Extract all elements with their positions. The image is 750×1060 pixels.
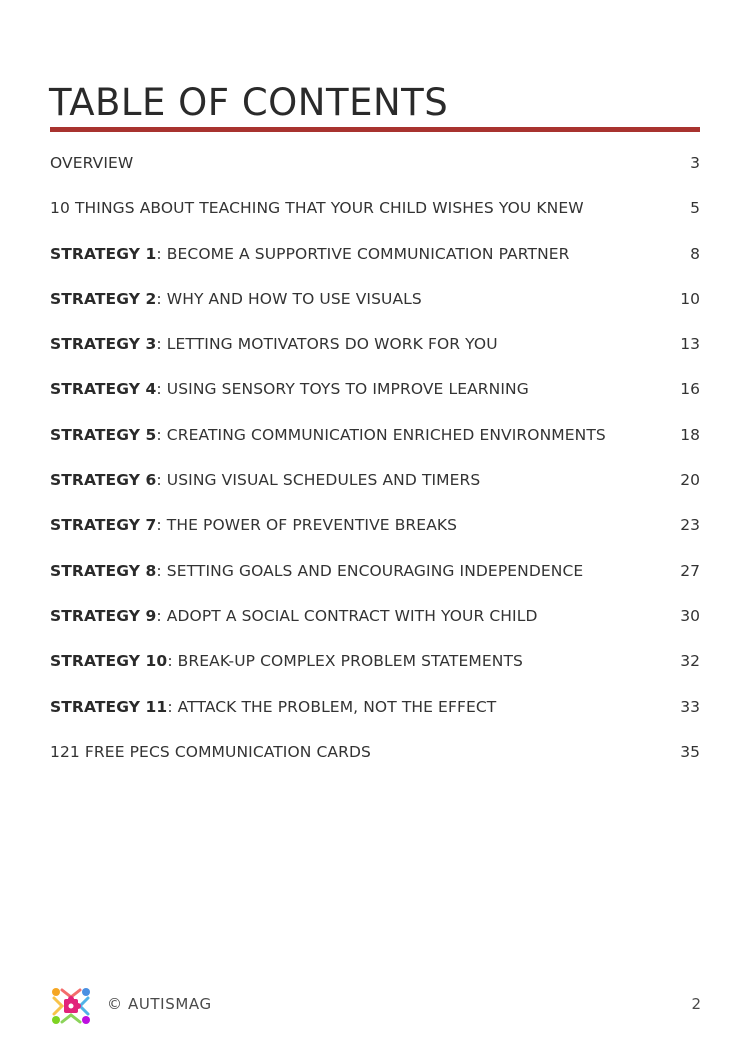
toc-entry-title: STRATEGY 3: LETTING MOTIVATORS DO WORK FOR YOU [50, 335, 498, 354]
toc-page-number: 13 [680, 335, 700, 354]
toc-row-strategy-5[interactable] [50, 422, 700, 467]
toc-row-strategy-8[interactable] [50, 558, 700, 603]
toc-row-strategy-11[interactable] [50, 694, 700, 739]
toc-row-strategy-9[interactable] [50, 603, 700, 648]
toc-page-number: 23 [680, 516, 700, 535]
toc-row-strategy-4[interactable] [50, 376, 700, 421]
toc-entry-title: STRATEGY 10: BREAK-UP COMPLEX PROBLEM STATEMENTS [50, 652, 523, 671]
toc-entry-title: STRATEGY 4: USING SENSORY TOYS TO IMPROVE LEARNING [50, 380, 529, 399]
toc-page-number: 20 [680, 471, 700, 490]
page-title: TABLE OF CONTENTS [49, 81, 449, 124]
toc-entry-title: 121 FREE PECS COMMUNICATION CARDS [50, 742, 371, 761]
toc-page-number: 35 [680, 742, 700, 761]
toc-row-strategy-7[interactable] [50, 512, 700, 557]
toc-page-number: 8 [690, 244, 700, 263]
page-number: 2 [691, 995, 701, 1013]
toc-row-overview[interactable] [50, 150, 700, 195]
title-underline [50, 127, 700, 132]
toc-entry-title: OVERVIEW [50, 154, 134, 172]
toc-entry-title: STRATEGY 6: USING VISUAL SCHEDULES AND TIMERS [50, 471, 481, 490]
toc-page-number: 33 [680, 697, 700, 716]
puzzle-people-logo-icon [50, 986, 92, 1026]
toc-row-strategy-10[interactable] [50, 648, 700, 693]
toc-page-number: 18 [680, 425, 700, 444]
toc-page-number: 16 [680, 380, 700, 399]
toc-page-number: 27 [680, 561, 700, 580]
copyright-text: © AUTISMAG [107, 995, 212, 1013]
toc-page-number: 3 [690, 154, 700, 172]
toc-page-number: 5 [690, 199, 700, 218]
toc-entry-title: STRATEGY 8: SETTING GOALS AND ENCOURAGING INDEPENDENCE [50, 561, 584, 580]
toc-entry-title: STRATEGY 5: CREATING COMMUNICATION ENRICHED ENVIRONMENTS [50, 425, 606, 444]
toc-row-10-things[interactable] [50, 195, 700, 240]
toc-row-strategy-6[interactable] [50, 467, 700, 512]
toc-row-strategy-2[interactable] [50, 286, 700, 331]
toc-page-number: 32 [680, 652, 700, 671]
toc-row-pecs-cards[interactable] [50, 739, 700, 784]
toc-row-strategy-3[interactable] [50, 331, 700, 376]
toc-row-strategy-1[interactable] [50, 241, 700, 286]
toc-page-number: 30 [680, 606, 700, 625]
toc-page-number: 10 [680, 289, 700, 308]
toc-entry-title: 10 THINGS ABOUT TEACHING THAT YOUR CHILD WISHES YOU KNEW [50, 199, 584, 218]
toc-entry-title: STRATEGY 2: WHY AND HOW TO USE VISUALS [50, 289, 422, 308]
toc-entry-title: STRATEGY 11: ATTACK THE PROBLEM, NOT THE EFFECT [50, 697, 497, 716]
toc-entry-title: STRATEGY 9: ADOPT A SOCIAL CONTRACT WITH YOUR CHILD [50, 606, 538, 625]
toc-entry-title: STRATEGY 7: THE POWER OF PREVENTIVE BREAKS [50, 516, 458, 535]
toc-entry-title: STRATEGY 1: BECOME A SUPPORTIVE COMMUNICATION PARTNER [50, 244, 570, 263]
table-of-contents [50, 150, 700, 784]
